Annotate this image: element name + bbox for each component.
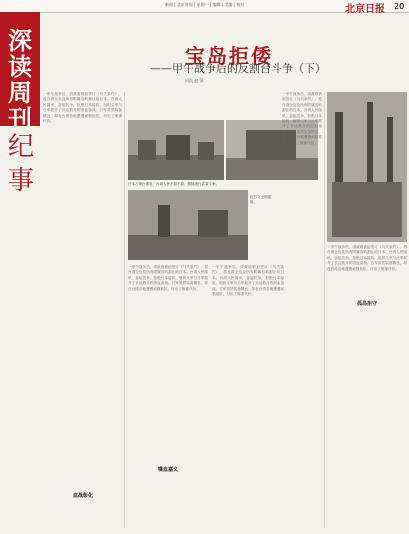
text-column: 一甲午战争后，清政府被迫签订《马关条约》，将台湾全岛及所有附属岛屿割让给日本。台湾人民闻讯，奋起抗争，拒绝日本接收，组织义军与日军展开了长达数月的浴血奋战。日军虽然装备精良，却在台湾各地遭遇顽强抵抗，付出了惨重代价。 xyxy=(327,245,407,271)
section-heading: 血战彰化 xyxy=(72,493,93,499)
historical-photo xyxy=(128,190,248,260)
section-heading: 孤岛拒守 xyxy=(356,301,377,307)
photo-content xyxy=(327,92,407,242)
section-banner-text: 深读周刊 xyxy=(8,26,32,133)
section-banner xyxy=(0,12,40,133)
photo-content xyxy=(128,120,224,180)
section-sub: 纪事 xyxy=(7,132,34,196)
photo-content xyxy=(128,190,248,260)
column-divider xyxy=(324,92,325,528)
section-heading: 喋血嘉义 xyxy=(157,467,178,473)
text-column: 一甲午战争后，清政府被迫签订《马关条约》，将台湾全岛及所有附属岛屿割让给日本。台湾人民闻讯，奋起抗争，拒绝日本接收，组织义军与日军展开了长达数月的浴血奋战。日军虽然装备精良，却在台湾各地遭遇顽强抵抗，付出了惨重代价。 xyxy=(282,92,322,145)
newspaper-name: 北京日报 xyxy=(345,4,385,15)
column-divider xyxy=(124,92,125,528)
text-column: 一甲午战争后，清政府被迫签订《马关条约》，将台湾全岛及所有附属岛屿割让给日本。台湾人民闻讯，奋起抗争，拒绝日本接收，组织义军与日军展开了长达数月的浴血奋战。日军虽然装备精良，却在台湾各地遭遇顽强抵抗，付出了惨重代价。 xyxy=(43,92,122,124)
article-subtitle: ——甲午战争后的反割台斗争（下） xyxy=(150,62,326,75)
page-number: 20 xyxy=(394,2,405,11)
header-meta: 新闻 | 北京时间 | 星期一 | 编辑 | 美编 | 校对 xyxy=(165,2,245,7)
page-header xyxy=(0,0,409,13)
photo-caption: 日本占领台湾后，台湾人民不屈不挠，继续进行武装斗争。 xyxy=(128,182,219,186)
text-column: 一甲午战争后，清政府被迫签订《马关条约》，将台湾全岛及所有附属岛屿割让给日本。台湾人民闻讯，奋起抗争，拒绝日本接收，组织义军与日军展开了长达数月的浴血奋战。日军虽然装备精良，却在台湾各地遭遇顽强抵抗，付出了惨重代价。 xyxy=(128,265,208,291)
historical-photo xyxy=(128,120,224,180)
historical-photo xyxy=(327,92,407,242)
byline: 田沉 赵 萍 xyxy=(185,78,204,83)
photo-caption: 抗日义士的遗址。 xyxy=(250,195,271,204)
article-title: 宝岛拒倭 xyxy=(185,44,273,68)
text-column: 一甲午战争后，清政府被迫签订《马关条约》，将台湾全岛及所有附属岛屿割让给日本。台湾人民闻讯，奋起抗争，拒绝日本接收，组织义军与日军展开了长达数月的浴血奋战。日军虽然装备精良，却在台湾各地遭遇顽强抵抗，付出了惨重代价。 xyxy=(212,265,284,297)
